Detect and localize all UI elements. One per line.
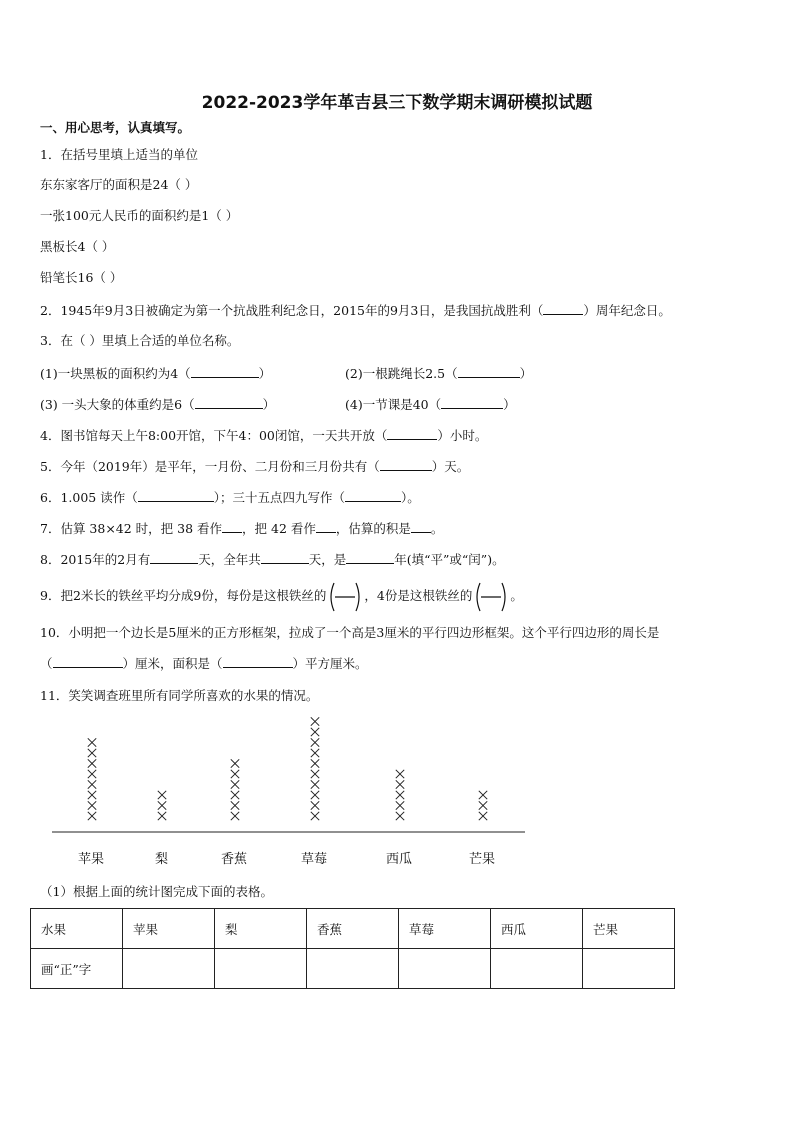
tally-mark xyxy=(396,780,404,788)
q11-sub: （1）根据上面的统计图完成下面的表格。 xyxy=(40,884,273,899)
table-header-cell: 草莓 xyxy=(399,909,491,949)
fraction-blank[interactable] xyxy=(328,581,362,613)
answer-blank[interactable] xyxy=(316,520,336,533)
tally-mark xyxy=(231,770,239,778)
tally-mark xyxy=(311,780,319,788)
answer-blank[interactable] xyxy=(150,551,198,564)
pictograph-column-6 xyxy=(479,791,487,820)
table-header-cell: 水果 xyxy=(31,909,123,949)
answer-blank[interactable] xyxy=(411,520,431,533)
tally-mark xyxy=(311,801,319,809)
q1-d: 铅笔长16（ ） xyxy=(40,270,123,285)
pictograph-column-5 xyxy=(396,770,404,820)
tally-mark xyxy=(311,770,319,778)
category-label: 西瓜 xyxy=(386,852,413,867)
tally-table xyxy=(30,908,675,989)
table-header-cell: 西瓜 xyxy=(491,909,583,949)
tally-mark xyxy=(479,812,487,820)
table-header-cell: 梨 xyxy=(215,909,307,949)
pictograph-column-3 xyxy=(231,759,239,820)
category-label: 苹果 xyxy=(78,852,105,867)
table-header-cell: 苹果 xyxy=(123,909,215,949)
table-header-cell: 芒果 xyxy=(583,909,675,949)
q3-part4: (4)一节课是40（ ） xyxy=(345,397,516,412)
q5: 5．今年（2019年）是平年，一月份、二月份和三月份共有（ ）天。 xyxy=(40,459,470,474)
tally-mark xyxy=(158,791,166,799)
tally-mark xyxy=(396,791,404,799)
tally-mark xyxy=(311,812,319,820)
answer-blank[interactable] xyxy=(441,396,503,409)
answer-blank[interactable] xyxy=(261,551,309,564)
tally-mark xyxy=(311,717,319,725)
category-label: 草莓 xyxy=(301,852,328,867)
table-row xyxy=(31,909,675,949)
answer-blank[interactable] xyxy=(380,458,432,471)
tally-mark xyxy=(311,759,319,767)
q6: 6．1.005 读作（ ）；三十五点四九写作（ ）。 xyxy=(40,490,420,505)
tally-mark xyxy=(88,759,96,767)
category-label: 梨 xyxy=(155,852,169,867)
q3-part3: (3) 一头大象的体重约是6（ ） xyxy=(40,397,276,412)
table-header-cell: 香蕉 xyxy=(307,909,399,949)
tally-mark xyxy=(88,770,96,778)
q4: 4．图书馆每天上午8:00开馆，下午4：00闭馆，一天共开放（ ）小时。 xyxy=(40,428,488,443)
tally-mark xyxy=(88,749,96,757)
answer-blank[interactable] xyxy=(543,302,583,315)
pictograph-column-1 xyxy=(88,738,96,820)
q3-part1: (1)一块黑板的面积约为4（ ） xyxy=(40,366,272,381)
tally-mark xyxy=(158,812,166,820)
q1-b: 一张100元人民币的面积约是1（ ） xyxy=(40,208,239,223)
q3-part2: (2)一根跳绳长2.5（ ） xyxy=(345,366,533,381)
table-row xyxy=(31,949,675,989)
table-input-cell[interactable] xyxy=(123,949,215,989)
table-input-cell[interactable] xyxy=(583,949,675,989)
tally-mark xyxy=(231,812,239,820)
tally-mark xyxy=(479,801,487,809)
tally-mark xyxy=(479,791,487,799)
tally-mark xyxy=(158,801,166,809)
tally-mark xyxy=(88,812,96,820)
table-row-label: 画“正”字 xyxy=(31,949,123,989)
answer-blank[interactable] xyxy=(458,365,520,378)
q9: 9．把2米长的铁丝平均分成9份，每份是这根铁丝的 ，4份是这根铁丝的 。 xyxy=(40,580,523,613)
tally-mark xyxy=(231,791,239,799)
tally-mark xyxy=(231,801,239,809)
table-input-cell[interactable] xyxy=(215,949,307,989)
tally-mark xyxy=(311,791,319,799)
answer-blank[interactable] xyxy=(138,489,214,502)
q3-intro: 3．在（ ）里填上合适的单位名称。 xyxy=(40,333,240,348)
answer-blank[interactable] xyxy=(53,655,123,668)
pictograph-column-4 xyxy=(311,717,319,820)
answer-blank[interactable] xyxy=(223,655,293,668)
q1-c: 黑板长4（ ） xyxy=(40,239,115,254)
tally-mark xyxy=(311,728,319,736)
table-input-cell[interactable] xyxy=(399,949,491,989)
tally-mark xyxy=(311,749,319,757)
answer-blank[interactable] xyxy=(346,551,394,564)
category-label: 香蕉 xyxy=(221,852,248,867)
answer-blank[interactable] xyxy=(387,427,437,440)
answer-blank[interactable] xyxy=(191,365,259,378)
fraction-blank[interactable] xyxy=(474,581,508,613)
table-input-cell[interactable] xyxy=(491,949,583,989)
tally-mark xyxy=(88,780,96,788)
answer-blank[interactable] xyxy=(195,396,263,409)
pictograph-column-2 xyxy=(158,791,166,820)
q1-intro: 1．在括号里填上适当的单位 xyxy=(40,147,198,162)
q1-a: 东东家客厅的面积是24（ ） xyxy=(40,177,198,192)
tally-mark xyxy=(396,770,404,778)
fruit-pictograph xyxy=(50,712,530,872)
tally-mark xyxy=(231,759,239,767)
tally-mark xyxy=(311,738,319,746)
q10-line2: （ ）厘米，面积是（ ）平方厘米。 xyxy=(40,656,368,671)
q11-intro: 11．笑笑调查班里所有同学所喜欢的水果的情况。 xyxy=(40,688,319,703)
tally-mark xyxy=(88,801,96,809)
q10-line1: 10．小明把一个边长是5厘米的正方形框架，拉成了一个高是3厘米的平行四边形框架。这个平行四边形的周长是 xyxy=(40,625,660,640)
tally-mark xyxy=(231,780,239,788)
q2: 2．1945年9月3日被确定为第一个抗战胜利纪念日，2015年的9月3日，是我国抗战胜利（ ）周年纪念日。 xyxy=(40,303,671,318)
page-title: 2022-2023学年革吉县三下数学期末调研模拟试题 xyxy=(201,93,593,113)
answer-blank[interactable] xyxy=(345,489,401,502)
answer-blank[interactable] xyxy=(222,520,242,533)
table-input-cell[interactable] xyxy=(307,949,399,989)
tally-mark xyxy=(396,801,404,809)
tally-mark xyxy=(88,791,96,799)
q7: 7．估算 38×42 时，把 38 看作 ，把 42 看作 ，估算的积是 。 xyxy=(40,521,444,536)
tally-mark xyxy=(88,738,96,746)
q8: 8．2015年的2月有 天，全年共 天，是 年(填“平”或“闰”)。 xyxy=(40,552,505,567)
tally-mark xyxy=(396,812,404,820)
category-label: 芒果 xyxy=(469,852,496,867)
section-heading: 一、用心思考，认真填写。 xyxy=(40,120,191,135)
